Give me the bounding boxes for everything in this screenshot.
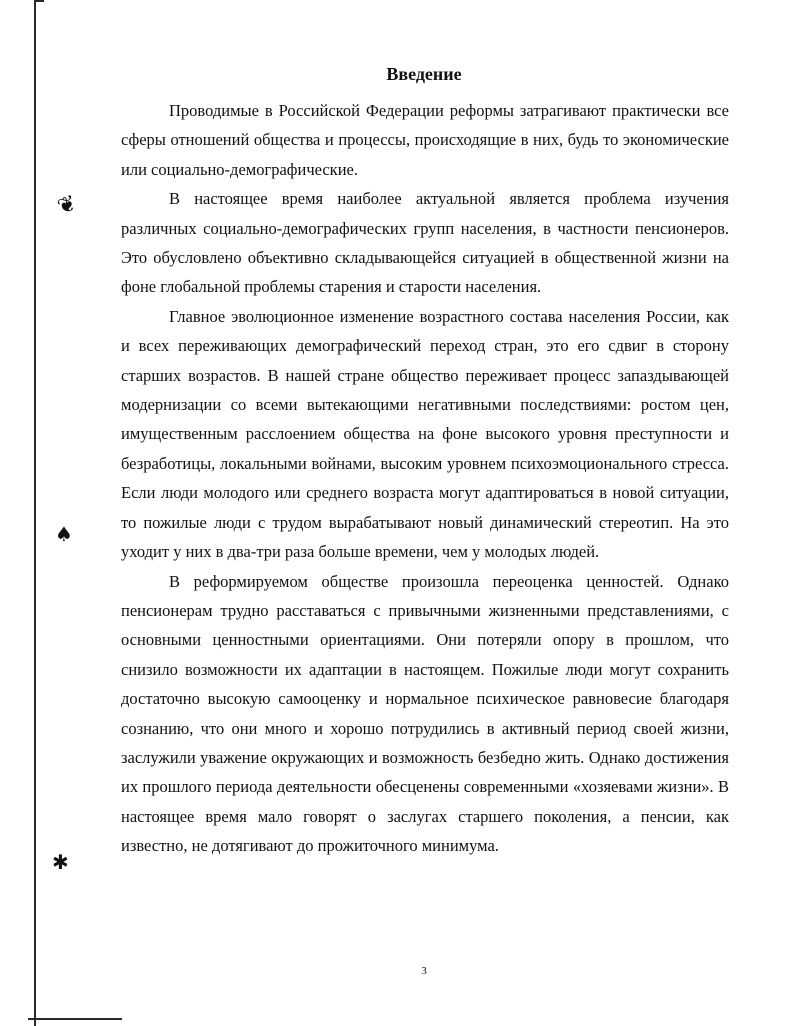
scan-edge-top-line: [34, 0, 44, 2]
ink-blot-icon: ✱: [52, 850, 69, 874]
page-number: 3: [421, 965, 427, 977]
body-text: [121, 96, 729, 861]
paragraph: В настоящее время наиболее актуальной является проблема изучения различных социально-демографических групп населения, в частности пенсионеров. Это обусловлено объективно складывающейся ситуацией в общественной жизни на фоне глобальной проблемы старения и старости населения.: [121, 189, 729, 297]
scan-edge-bottom-line: [28, 1018, 122, 1020]
paragraph: В реформируемом обществе произошла переоценка ценностей. Однако пенсионерам трудно расставаться с привычными жизненными представлениями, с основными ценностными ориентациями. Они потеряли опору в прошлом, что снизило возможности их адаптации в настоящем. Пожилые люди могут сохранить достаточно высокую самооценку и нормальное психическое равновесие благодаря сознанию, что они много и хорошо потрудились в активный период своей жизни, заслужили уважение окружающих и возможность безбедно жить. Однако достижения их прошлого периода деятельности обесценены современными «хозяевами жизни». В настоящее время мало говорят о заслугах старшего поколения, а пенсии, как известно, не дотягивают до прожиточного минимума.: [121, 571, 729, 856]
ink-blot-icon: ❦: [54, 190, 81, 221]
scan-edge-line: [34, 0, 36, 1026]
paragraph: Проводимые в Российской Федерации реформы затрагивают практически все сферы отношений общества и процессы, происходящие в них, будь то экономические или социально-демографические.: [121, 101, 729, 179]
page-title: Введение: [386, 64, 462, 84]
paragraph: Главное эволюционное изменение возрастного состава населения России, как и всех переживающих демографический переход стран, это его сдвиг в сторону старших возрастов. В нашей стране общество переживает процесс запаздывающей модернизации со всеми вытекающими негативными последствиями: ростом цен, имущественным расслоением общества на фоне высокого уровня преступности и безработицы, локальными войнами, высоким уровнем психоэмоционального стресса. Если люди молодого или среднего возраста могут адаптироваться в новой ситуации, то пожилые люди с трудом вырабатывают новый динамический стереотип. На это уходит у них в два-три раза больше времени, чем у молодых людей.: [121, 306, 729, 562]
ink-blot-icon: ♠: [55, 522, 73, 546]
